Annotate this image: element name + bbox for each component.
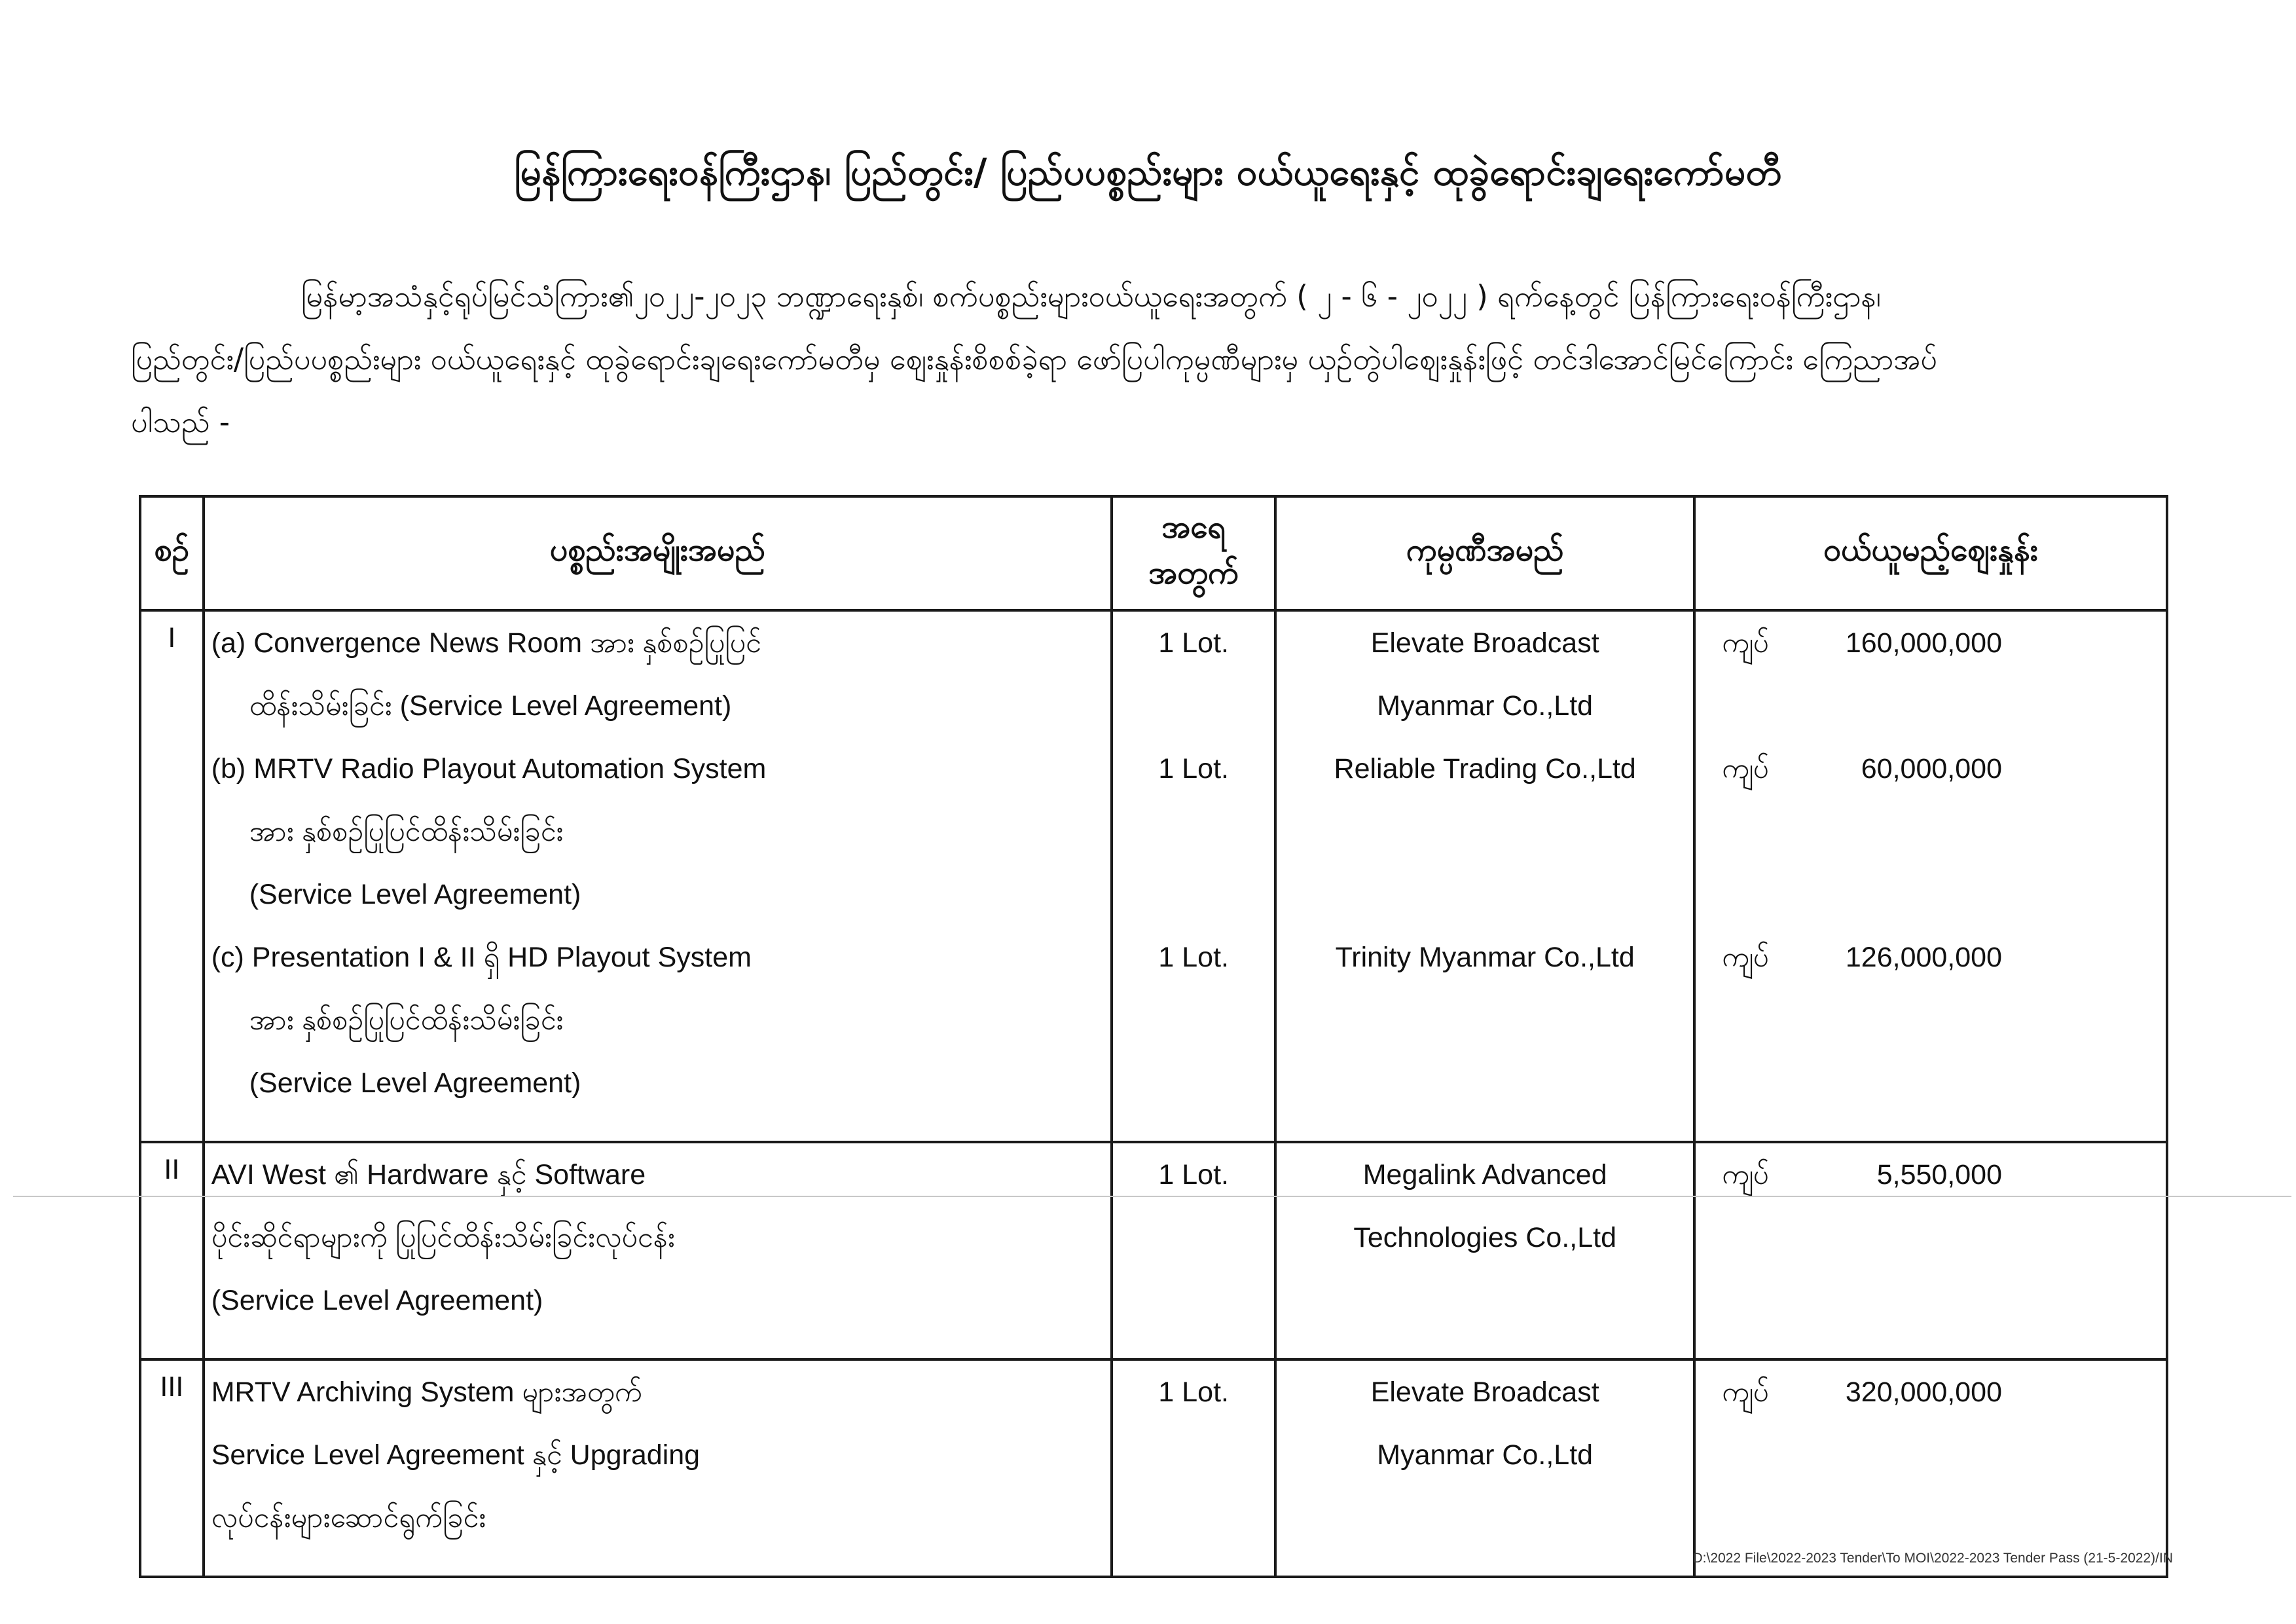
- item-line3: (Service Level Agreement): [211, 1285, 543, 1316]
- row-item-description: [204, 1359, 1112, 1577]
- item-line2: Service Level Agreement နှင့် Upgrading: [211, 1439, 701, 1471]
- row-item-description: [204, 610, 1112, 1142]
- item-qty: 1 Lot.: [1158, 1159, 1229, 1190]
- price-line: [1696, 1371, 2166, 1434]
- item-b-line3: (Service Level Agreement): [249, 879, 581, 910]
- item-a-company-line2: Myanmar Co.,Ltd: [1377, 690, 1594, 722]
- currency-label: ကျပ်: [1722, 753, 1770, 784]
- item-c-price: 126,000,000: [1845, 942, 2002, 973]
- item-a-line2: ထိန်းသိမ်းခြင်း (Service Level Agreement): [249, 690, 732, 722]
- header-item-name: ပစ္စည်းအမျိုးအမည်: [204, 496, 1112, 610]
- table-row: [140, 610, 2167, 1142]
- company-line2: Technologies Co.,Ltd: [1353, 1222, 1616, 1253]
- row-serial-no: II: [140, 1142, 204, 1359]
- header-quantity: [1112, 496, 1275, 610]
- row-price: [1694, 1142, 2167, 1359]
- item-price: 320,000,000: [1845, 1376, 2002, 1408]
- table-row: [140, 1142, 2167, 1359]
- tender-results-table: [139, 495, 2168, 1578]
- table-header-row: [140, 496, 2167, 610]
- row-company: [1275, 610, 1694, 1142]
- item-c-company: Trinity Myanmar Co.,Ltd: [1335, 942, 1635, 973]
- row-quantity: [1112, 610, 1275, 1142]
- item-a-qty: 1 Lot.: [1158, 627, 1229, 659]
- item-b-price: 60,000,000: [1861, 753, 2002, 784]
- table-row: [140, 1359, 2167, 1577]
- row-serial-no: I: [140, 610, 204, 1142]
- row-price: [1694, 1359, 2167, 1577]
- item-b-qty: 1 Lot.: [1158, 753, 1229, 784]
- item-a-price-line: [1696, 622, 2166, 685]
- header-company-name: ကုမ္ပဏီအမည်: [1275, 496, 1694, 610]
- item-c-line2: အား နှစ်စဉ်ပြုပြင်ထိန်းသိမ်းခြင်း: [249, 1005, 564, 1036]
- header-serial-no: စဉ်: [140, 496, 204, 610]
- item-price: 5,550,000: [1876, 1159, 2002, 1190]
- item-c-price-line: [1696, 936, 2166, 999]
- row-item-description: [204, 1142, 1112, 1359]
- item-b-line2: အား နှစ်စဉ်ပြုပြင်ထိန်းသိမ်းခြင်း: [249, 816, 564, 847]
- item-c-qty: 1 Lot.: [1158, 942, 1229, 973]
- row-serial-no: III: [140, 1359, 204, 1577]
- item-b-company: Reliable Trading Co.,Ltd: [1334, 753, 1636, 784]
- company-line2: Myanmar Co.,Ltd: [1377, 1439, 1594, 1471]
- currency-label: ကျပ်: [1722, 1376, 1770, 1408]
- item-line1: AVI West ၏ Hardware နှင့် Software: [211, 1159, 646, 1190]
- footer-file-path: D:\2022 File\2022-2023 Tender\To MOI\2022-2023 Tender Pass (21-5-2022)/IN: [1692, 1551, 2173, 1566]
- header-quantity-line2: အတွက်: [1148, 555, 1239, 591]
- document-title: မြန်ကြားရေးဝန်ကြီးဌာန၊ ပြည်တွင်း/ ပြည်ပပစ္စည်းများ ဝယ်ယူရေးနှင့် ထုခွဲရောင်းချရေးကော်မတီ: [514, 151, 1782, 194]
- row-company: [1275, 1359, 1694, 1577]
- price-line: [1696, 1154, 2166, 1217]
- item-qty: 1 Lot.: [1158, 1376, 1229, 1408]
- item-line3: လုပ်ငန်းများဆောင်ရွက်ခြင်း: [211, 1502, 486, 1534]
- scan-artifact-line: [13, 1196, 2291, 1197]
- intro-paragraph: မြန်မာ့အသံနှင့်ရုပ်မြင်သံကြား၏၂၀၂၂-၂၀၂၃ ဘဏ္ဍာရေးနှစ်၊ စက်ပစ္စည်းများဝယ်ယူရေးအတွက် ( ၂ - ၆ - ၂၀၂၂ ) ရက်နေ့တွင် ပြန်ကြားရေးဝန်ကြီးဌာန၊ ပြည်တွင်း/ပြည်ပပစ္စည်းများ ဝယ်ယူရေးနှင့် ထုခွဲရောင်းချရေးကော်မတီမှ ဈေးနှုန်းစိစစ်ခဲ့ရာ ဖော်ပြပါကုမ္ပဏီများမှ ယှဉ်တွဲပါဈေးနှုန်းဖြင့် တင်ဒါအောင်မြင်ကြောင်း ကြေညာအပ်ပါသည် -: [131, 279, 1938, 439]
- item-c-line3: (Service Level Agreement): [249, 1067, 581, 1099]
- item-line1: MRTV Archiving System များအတွက်: [211, 1376, 642, 1408]
- company-line1: Elevate Broadcast: [1370, 1376, 1599, 1408]
- row-price: [1694, 610, 2167, 1142]
- item-c-line1: (c) Presentation I & II ရှိ HD Playout System: [211, 942, 752, 973]
- header-purchase-price: ဝယ်ယူမည့်ဈေးနှုန်း: [1694, 496, 2167, 610]
- currency-label: ကျပ်: [1722, 942, 1770, 973]
- row-quantity: [1112, 1142, 1275, 1359]
- row-quantity: [1112, 1359, 1275, 1577]
- company-line1: Megalink Advanced: [1362, 1159, 1607, 1190]
- currency-label: ကျပ်: [1722, 627, 1770, 659]
- currency-label: ကျပ်: [1722, 1159, 1770, 1190]
- item-a-company-line1: Elevate Broadcast: [1370, 627, 1599, 659]
- item-line2: ပိုင်းဆိုင်ရာများကို ပြုပြင်ထိန်းသိမ်းခြင်းလုပ်ငန်း: [211, 1222, 675, 1253]
- item-b-line1: (b) MRTV Radio Playout Automation System: [211, 753, 767, 784]
- item-a-line1: (a) Convergence News Room အား နှစ်စဉ်ပြုပြင်: [211, 627, 761, 659]
- row-company: [1275, 1142, 1694, 1359]
- item-b-price-line: [1696, 748, 2166, 811]
- header-quantity-line1: အရေ: [1161, 509, 1226, 545]
- item-a-price: 160,000,000: [1845, 627, 2002, 659]
